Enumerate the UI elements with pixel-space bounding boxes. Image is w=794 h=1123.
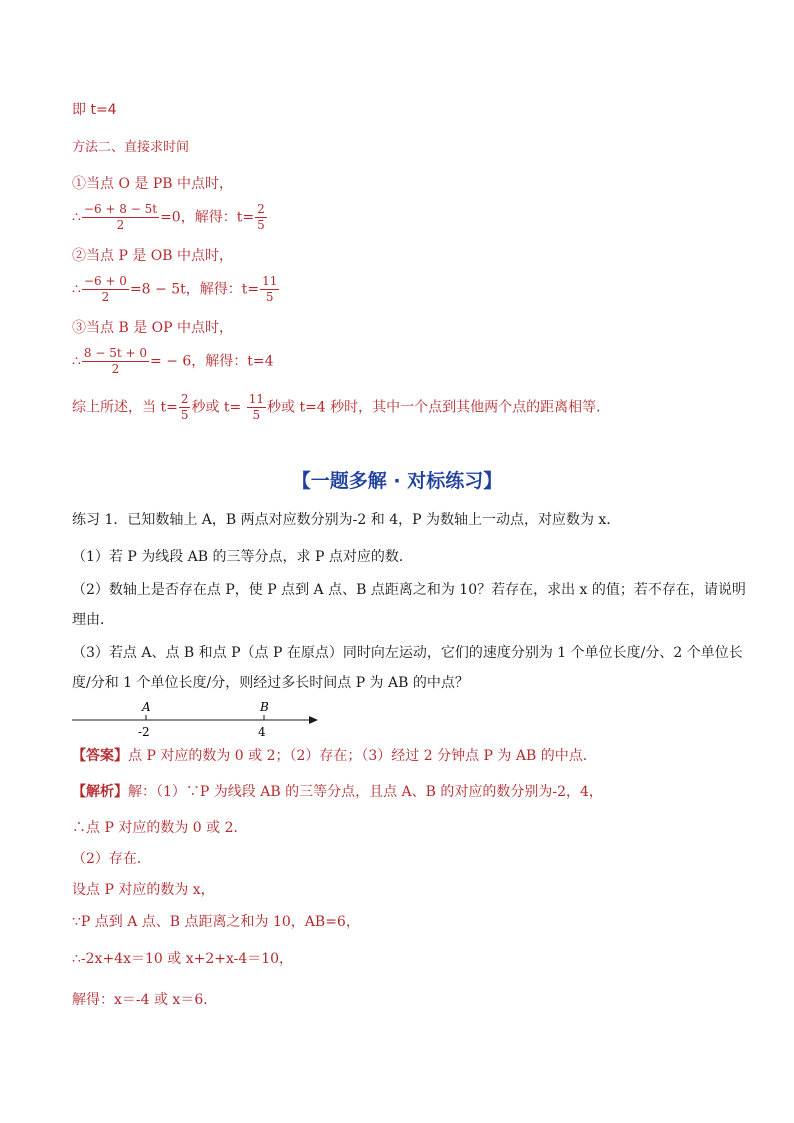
section-title: 【一题多解 · 对标练习】 — [291, 470, 503, 492]
denominator: 5 — [257, 218, 265, 232]
denominator: 5 — [180, 408, 189, 422]
therefore-symbol: ∴ — [72, 209, 81, 226]
case-2-heading: ②当点 P 是 OB 中点时， — [72, 248, 233, 264]
analysis-step: ∵P 点到 A 点、B 点距离之和为 10，AB=6， — [72, 914, 360, 930]
case-3-heading: ③当点 B 是 OP 中点时， — [72, 320, 233, 336]
analysis-step: ∴点 P 对应的数为 0 或 2． — [72, 820, 248, 836]
case-1-heading: ①当点 O 是 PB 中点时， — [72, 176, 233, 192]
answer-tag: 【答案】 — [72, 748, 128, 764]
fraction — [247, 392, 266, 423]
tick-label-b: 4 — [258, 725, 266, 739]
answer-text: 点 P 对应的数为 0 或 2；（2）存在；（3）经过 2 分钟点 P 为 AB 的中点． — [128, 748, 597, 764]
numerator: 11 — [248, 392, 264, 406]
exercise-question-3: （3）若点 A、点 B 和点 P（点 P 在原点）同时向左运动，它们的速度分别为 1 个单位长度/分、2 个单位长 — [72, 645, 743, 661]
equation-text: =8 − 5t，解得：t= — [129, 281, 260, 298]
exercise-question-3-cont: 度/分和 1 个单位长度/分，则经过多长时间点 P 为 AB 的中点？ — [72, 675, 469, 691]
denominator: 5 — [265, 290, 274, 304]
method-heading: 方法二、直接求时间 — [72, 140, 190, 155]
analysis-step: 设点 P 对应的数为 x， — [72, 882, 215, 898]
fraction — [82, 346, 149, 377]
denominator: 2 — [101, 290, 110, 304]
analysis-step: （2）存在． — [72, 851, 151, 867]
summary-text: 秒或 t= — [191, 399, 246, 416]
tick-label-a: -2 — [138, 725, 150, 739]
exercise-question-2: （2）数轴上是否存在点 P，使 P 点到 A 点、B 点距离之和为 10？若存在，求出 x 的值；若不存在，请说明 — [72, 582, 746, 598]
point-label-a: A — [142, 700, 151, 714]
fraction — [179, 392, 191, 423]
analysis-step: ∴-2x+4x＝10 或 x+2+x-4＝10， — [72, 951, 294, 967]
equation-text: = − 6，解得：t=4 — [150, 353, 274, 370]
point-label-b: B — [260, 700, 269, 714]
case-2-equation — [72, 274, 280, 305]
numerator: 11 — [262, 274, 278, 288]
numerator: −6 + 0 — [83, 274, 127, 288]
denominator: 2 — [116, 218, 125, 232]
analysis-step: 解得：x＝-4 或 x＝6． — [72, 992, 218, 1008]
exercise-question-1: （1）若 P 为线段 AB 的三等分点，求 P 点对应的数． — [72, 549, 413, 565]
number-line-arrow-icon — [309, 716, 318, 724]
exercise-question-2-cont: 理由． — [72, 612, 114, 628]
denominator: 5 — [252, 408, 261, 422]
exercise-statement: 练习 1．已知数轴上 A，B 两点对应数分别为-2 和 4，P 为数轴上一动点，对应数为 x． — [72, 512, 621, 528]
answer-line — [72, 746, 597, 766]
summary-line — [72, 392, 610, 423]
equation-text: =0，解得：t= — [160, 209, 255, 226]
therefore-symbol: ∴ — [72, 353, 81, 370]
case-1-equation — [72, 202, 268, 233]
therefore-symbol: ∴ — [72, 281, 81, 298]
analysis-line — [72, 782, 603, 802]
analysis-tag: 【解析】 — [72, 784, 128, 800]
case-3-equation — [72, 346, 274, 377]
fraction — [255, 202, 267, 233]
text-line: 即 t=4 — [72, 102, 117, 118]
fraction — [260, 274, 279, 305]
fraction — [82, 274, 129, 305]
summary-text: 综上所述，当 t= — [72, 399, 178, 416]
numerator: 2 — [180, 392, 189, 406]
denominator: 2 — [111, 362, 120, 376]
summary-text: 秒或 t=4 秒时，其中一个点到其他两个点的距离相等． — [267, 399, 611, 416]
number-line-figure — [68, 696, 328, 742]
numerator: 8 − 5t + 0 — [83, 346, 148, 360]
numerator: −6 + 8 − 5t — [83, 202, 158, 216]
analysis-text: 解：（1）∵P 为线段 AB 的三等分点，且点 A、B 的对应的数分别为-2，4， — [128, 784, 603, 800]
numerator: 2 — [257, 202, 265, 216]
fraction — [82, 202, 159, 233]
